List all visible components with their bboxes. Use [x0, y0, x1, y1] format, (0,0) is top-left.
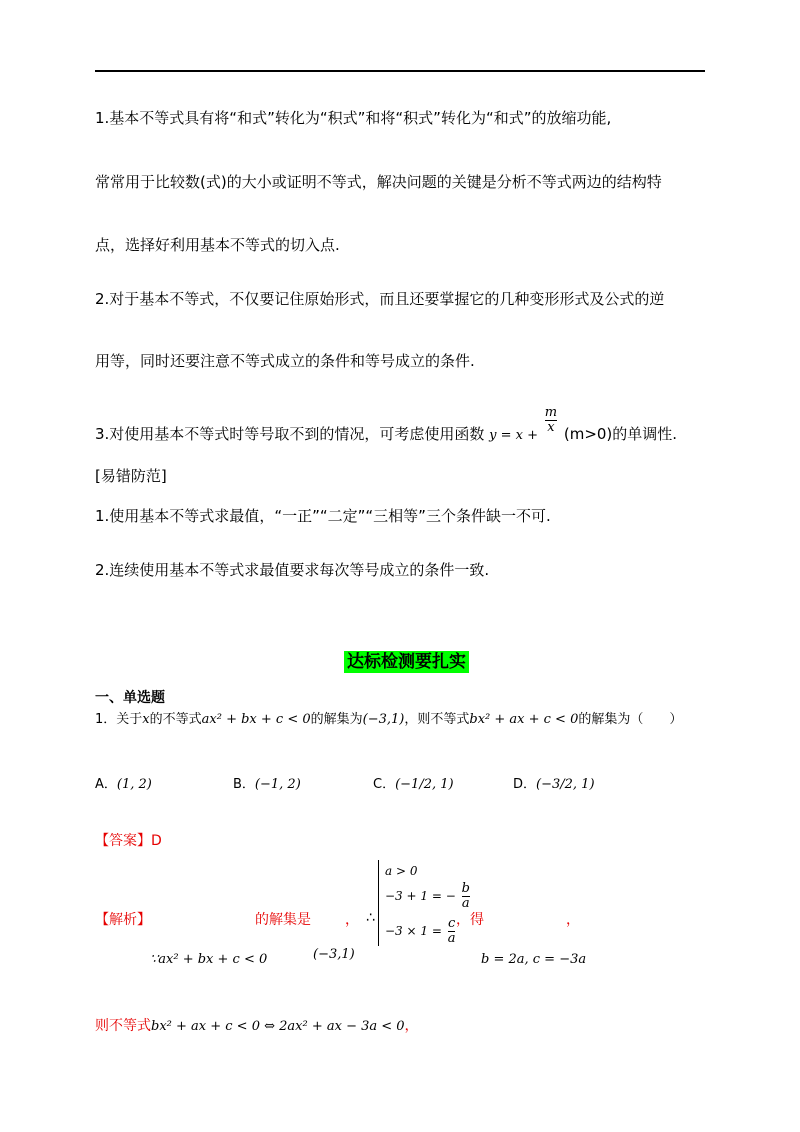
analysis-result: b = 2a, c = −3a: [481, 952, 587, 967]
tip-3-fraction: [545, 406, 557, 435]
analysis-conclusion: [95, 1015, 419, 1035]
option-a-label: A．: [95, 777, 117, 792]
analysis-label: 【解析】: [95, 912, 151, 928]
option-b-value: (−1, 2): [254, 777, 301, 792]
q1-ineq-2: bx² + ax + c < 0: [469, 712, 579, 727]
tip-2-line-1: 2.对于基本不等式，不仅要记住原始形式，而且还要掌握它的几种变形形式及公式的逆: [95, 290, 665, 308]
option-a[interactable]: [95, 773, 152, 792]
pitfall-1: 1.使用基本不等式求最值，“一正”“二定”“三相等”三个条件缺一不可.: [95, 507, 551, 525]
conclusion-suffix: ，: [404, 1018, 419, 1034]
pitfall-2: 2.连续使用基本不等式求最值要求每次等号成立的条件一致.: [95, 561, 490, 579]
q1-text-d: ，则不等式: [404, 712, 470, 727]
question-1: [95, 708, 682, 727]
tip-2-line-2: 用等，同时还要注意不等式成立的条件和等号成立的条件.: [95, 352, 475, 370]
q1-text-a: 1．关于: [95, 712, 143, 727]
option-d-label: D．: [513, 777, 537, 792]
option-d-value: (−3/2, 1): [536, 777, 595, 792]
option-c-value: (−1/2, 1): [395, 777, 454, 792]
tip-3-fraction-den: x: [547, 420, 555, 435]
option-d[interactable]: [513, 773, 595, 792]
system-line-3-fraction: [448, 917, 456, 946]
tip-3-fraction-num: m: [544, 405, 558, 420]
frac-a2: a: [447, 931, 456, 946]
analysis-premise: ∵ax² + bx + c < 0: [150, 952, 268, 967]
tip-1-line-1: 1.基本不等式具有将“和式”转化为“积式”和将“积式”转化为“和式”的放缩功能,: [95, 109, 612, 127]
answer: 【答案】D: [95, 833, 162, 849]
system-line-2-fraction: [462, 882, 470, 911]
analysis-set: (−3,1): [313, 947, 355, 962]
conclusion-math: bx² + ax + c < 0 ⇔ 2ax² + ax − 3a < 0: [151, 1019, 405, 1034]
option-b-label: B．: [233, 777, 255, 792]
option-c[interactable]: [373, 773, 454, 792]
pitfalls-title: [易错防范]: [95, 467, 167, 485]
system-line-2: [385, 882, 472, 911]
frac-a: a: [461, 896, 470, 911]
frac-b: b: [461, 881, 470, 896]
frac-c: c: [447, 916, 456, 931]
q1-ineq-1: ax² + bx + c < 0: [201, 712, 311, 727]
q1-set: (−3,1): [362, 712, 405, 727]
therefore-symbol: ∴: [366, 910, 375, 926]
option-c-label: C．: [373, 777, 396, 792]
q1-var: x: [142, 712, 150, 727]
q1-text-c: 的解集为: [310, 712, 363, 727]
option-b[interactable]: [233, 773, 301, 792]
top-rule: [95, 70, 705, 72]
system-line-3-text: −3 × 1 =: [385, 924, 442, 938]
tip-1-line-3: 点，选择好利用基本不等式的切入点.: [95, 236, 340, 254]
tip-1-line-2: 常常用于比较数(式)的大小或证明不等式，解决问题的关键是分析不等式两边的结构特: [95, 173, 662, 191]
analysis-text-2: ，得: [456, 912, 484, 928]
q1-text-e: 的解集为（ ）: [578, 712, 683, 727]
tip-3: [95, 405, 678, 449]
section-title: 一、单选题: [95, 690, 165, 706]
tip-3-function: y = x +: [489, 428, 538, 443]
analysis-text-1: 的解集是: [255, 912, 311, 928]
analysis-comma: ，: [345, 912, 359, 928]
conclusion-prefix: 则不等式: [95, 1018, 151, 1034]
tip-3-suffix: (m>0)的单调性.: [563, 425, 678, 443]
equation-system: [378, 860, 472, 946]
q1-text-b: 的不等式: [149, 712, 202, 727]
option-a-value: (1, 2): [116, 777, 152, 792]
system-line-2-text: −3 + 1 = −: [385, 889, 456, 903]
analysis-comma-2: ，: [566, 912, 580, 928]
system-line-1: a > 0: [385, 864, 418, 878]
practice-heading: 达标检测要扎实: [344, 651, 469, 673]
tip-3-prefix: 3.对使用基本不等式时等号取不到的情况，可考虑使用函数: [95, 425, 485, 443]
